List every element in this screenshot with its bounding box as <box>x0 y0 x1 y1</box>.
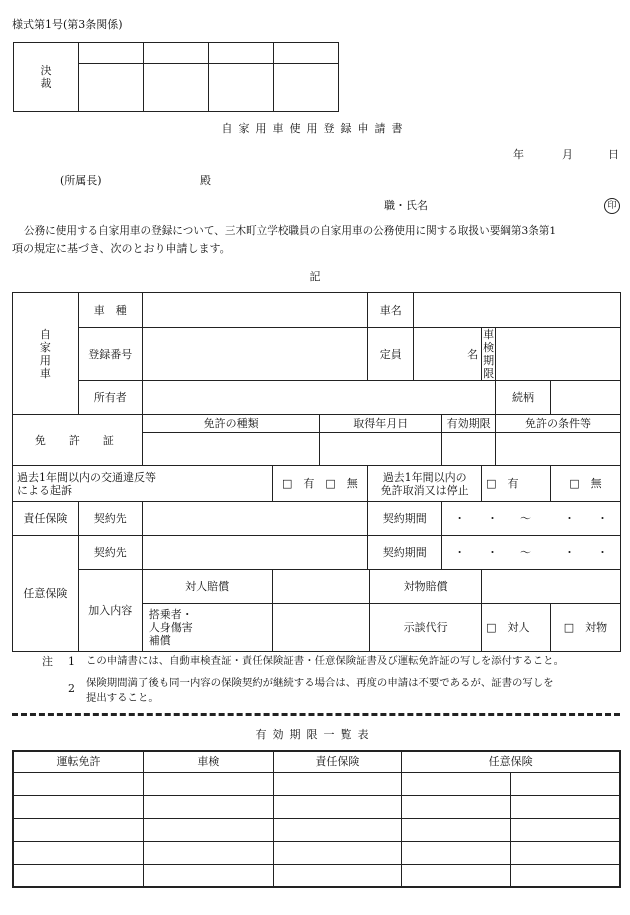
table-cell[interactable] <box>510 772 620 795</box>
inspection-field[interactable] <box>496 328 621 381</box>
expiry-header-voluntary: 任意保険 <box>402 751 620 772</box>
capacity-field[interactable] <box>414 328 482 381</box>
license-header-type: 免許の種類 <box>142 415 320 433</box>
liability-label: 責任保険 <box>13 502 79 536</box>
expiry-header-inspection: 車検 <box>144 751 274 772</box>
table-cell[interactable] <box>402 841 511 864</box>
registration-label: 登録番号 <box>78 328 142 381</box>
approval-stamp-cell[interactable] <box>144 43 209 64</box>
expiry-header-liability: 責任保険 <box>273 751 402 772</box>
table-cell[interactable] <box>273 795 402 818</box>
table-cell[interactable] <box>144 841 274 864</box>
expiry-table-title: 有効期限一覧表 <box>255 728 375 741</box>
settlement-property-checkbox[interactable]: □ 対物 <box>550 604 620 652</box>
table-row <box>13 864 620 887</box>
license-header-conditions: 免許の条件等 <box>496 415 621 433</box>
date-month: 月 <box>562 148 573 161</box>
vehicle-group-label: 自 家 用 車 <box>13 293 79 415</box>
note-2-number: 2 <box>68 682 75 695</box>
table-cell[interactable] <box>144 795 274 818</box>
approval-stamp-cell[interactable] <box>144 64 209 112</box>
table-cell[interactable] <box>273 772 402 795</box>
approval-stamp-cell[interactable] <box>274 43 339 64</box>
liability-period-label: 契約期間 <box>368 502 442 536</box>
coverage-label: 加入内容 <box>78 570 142 652</box>
ki-heading: 記 <box>309 270 321 283</box>
expiry-table <box>12 750 621 888</box>
revocation-yes-checkbox[interactable]: □ 有 <box>482 466 551 502</box>
addressee-honorific: 殿 <box>200 174 211 187</box>
passenger-label: 搭乗者・ 人身傷害 補償 <box>142 604 272 652</box>
inspection-label: 車検 期限 <box>483 328 495 380</box>
intro-line-1: 公務に使用する自家用車の登録について、三木町立学校職員の自家用車の公務使用に関する取扱い要綱第3条第1 <box>24 225 557 237</box>
applicant-label: 職・氏名 <box>384 199 428 212</box>
table-cell[interactable] <box>510 795 620 818</box>
voluntary-contractor-label: 契約先 <box>78 536 142 570</box>
license-type-field[interactable] <box>142 433 320 466</box>
liability-contractor-label: 契約先 <box>78 502 142 536</box>
capacity-label: 定員 <box>368 328 414 381</box>
owner-label: 所有者 <box>78 381 142 415</box>
vehicle-type-field[interactable] <box>142 293 368 328</box>
table-cell[interactable] <box>144 772 274 795</box>
note-1-text: この申請書には、自動車検査証・責任保険証書・任意保険証書及び運転免許証の写しを添付すること。 <box>86 655 564 667</box>
approval-stamp-cell[interactable] <box>274 64 339 112</box>
notes-label: 注 <box>42 655 53 668</box>
date-year: 年 <box>513 148 524 161</box>
registration-field[interactable] <box>142 328 368 381</box>
license-acquired-field[interactable] <box>320 433 442 466</box>
voluntary-period-field[interactable]: ・ ・ ～ ・ ・ <box>442 536 621 570</box>
table-row <box>13 795 620 818</box>
table-row <box>13 841 620 864</box>
table-cell[interactable] <box>273 841 402 864</box>
table-cell[interactable] <box>510 864 620 887</box>
approval-stamp-cell[interactable] <box>79 64 144 112</box>
relation-label: 続柄 <box>496 381 551 415</box>
table-row <box>13 772 620 795</box>
vehicle-type-label: 車 種 <box>78 293 142 328</box>
table-cell[interactable] <box>402 818 511 841</box>
table-cell[interactable] <box>13 772 144 795</box>
table-cell[interactable] <box>510 841 620 864</box>
table-cell[interactable] <box>402 795 511 818</box>
bodily-label: 対人賠償 <box>142 570 272 604</box>
table-row <box>13 818 620 841</box>
expiry-header-license: 運転免許 <box>13 751 144 772</box>
table-cell[interactable] <box>144 864 274 887</box>
owner-field[interactable] <box>142 381 495 415</box>
violation-checkboxes[interactable]: □ 有 □ 無 <box>272 466 368 502</box>
approval-stamp-cell[interactable] <box>79 43 144 64</box>
settlement-label: 示談代行 <box>370 604 482 652</box>
table-cell[interactable] <box>402 864 511 887</box>
license-label: 免 許 証 <box>13 415 143 466</box>
application-table <box>12 292 621 652</box>
table-cell[interactable] <box>402 772 511 795</box>
form-number: 様式第1号(第3条関係) <box>12 18 123 31</box>
liability-period-field[interactable]: ・ ・ ～ ・ ・ <box>442 502 621 536</box>
relation-field[interactable] <box>550 381 620 415</box>
note-1-number: 1 <box>68 655 75 668</box>
table-cell[interactable] <box>273 864 402 887</box>
license-expiry-field[interactable] <box>442 433 496 466</box>
approval-stamp-cell[interactable] <box>209 43 274 64</box>
table-cell[interactable] <box>13 818 144 841</box>
capacity-unit: 名 <box>467 347 479 361</box>
note-2-line-2: 提出すること。 <box>86 692 159 704</box>
bodily-field[interactable] <box>272 570 370 604</box>
approval-label: 決 裁 <box>14 43 79 112</box>
vehicle-name-label: 車名 <box>368 293 414 328</box>
date-day: 日 <box>608 148 619 161</box>
cut-line <box>12 713 620 716</box>
table-cell[interactable] <box>144 818 274 841</box>
addressee-name: (所属長) <box>60 174 102 187</box>
property-field[interactable] <box>482 570 621 604</box>
license-header-expiry: 有効期限 <box>442 415 496 433</box>
table-cell[interactable] <box>13 864 144 887</box>
violation-label: 過去1年間以内の交通違反等 による起訴 <box>13 466 273 502</box>
note-2-line-1: 保険期間満了後も同一内容の保険契約が継続する場合は、再度の申請は不要であるが、証書の写しを <box>86 677 554 689</box>
approval-stamp-cell[interactable] <box>209 64 274 112</box>
intro-line-2: 項の規定に基づき、次のとおり申請します。 <box>12 242 231 255</box>
license-header-acquired: 取得年月日 <box>320 415 442 433</box>
table-cell[interactable] <box>13 841 144 864</box>
settlement-bodily-checkbox[interactable]: □ 対人 <box>482 604 551 652</box>
license-conditions-field[interactable] <box>496 433 621 466</box>
voluntary-label: 任意保険 <box>13 536 79 652</box>
property-label: 対物賠償 <box>370 570 482 604</box>
voluntary-period-label: 契約期間 <box>368 536 442 570</box>
document-title: 自家用車使用登録申請書 <box>221 122 409 135</box>
liability-contractor-field[interactable] <box>142 502 368 536</box>
seal-icon: 印 <box>604 198 620 214</box>
table-cell[interactable] <box>510 818 620 841</box>
revocation-no-checkbox[interactable]: □ 無 <box>550 466 620 502</box>
passenger-field[interactable] <box>272 604 370 652</box>
approval-box <box>13 42 339 112</box>
table-cell[interactable] <box>273 818 402 841</box>
revocation-label: 過去1年間以内の 免許取消又は停止 <box>368 466 482 502</box>
vehicle-name-field[interactable] <box>414 293 621 328</box>
table-cell[interactable] <box>13 795 144 818</box>
voluntary-contractor-field[interactable] <box>142 536 368 570</box>
